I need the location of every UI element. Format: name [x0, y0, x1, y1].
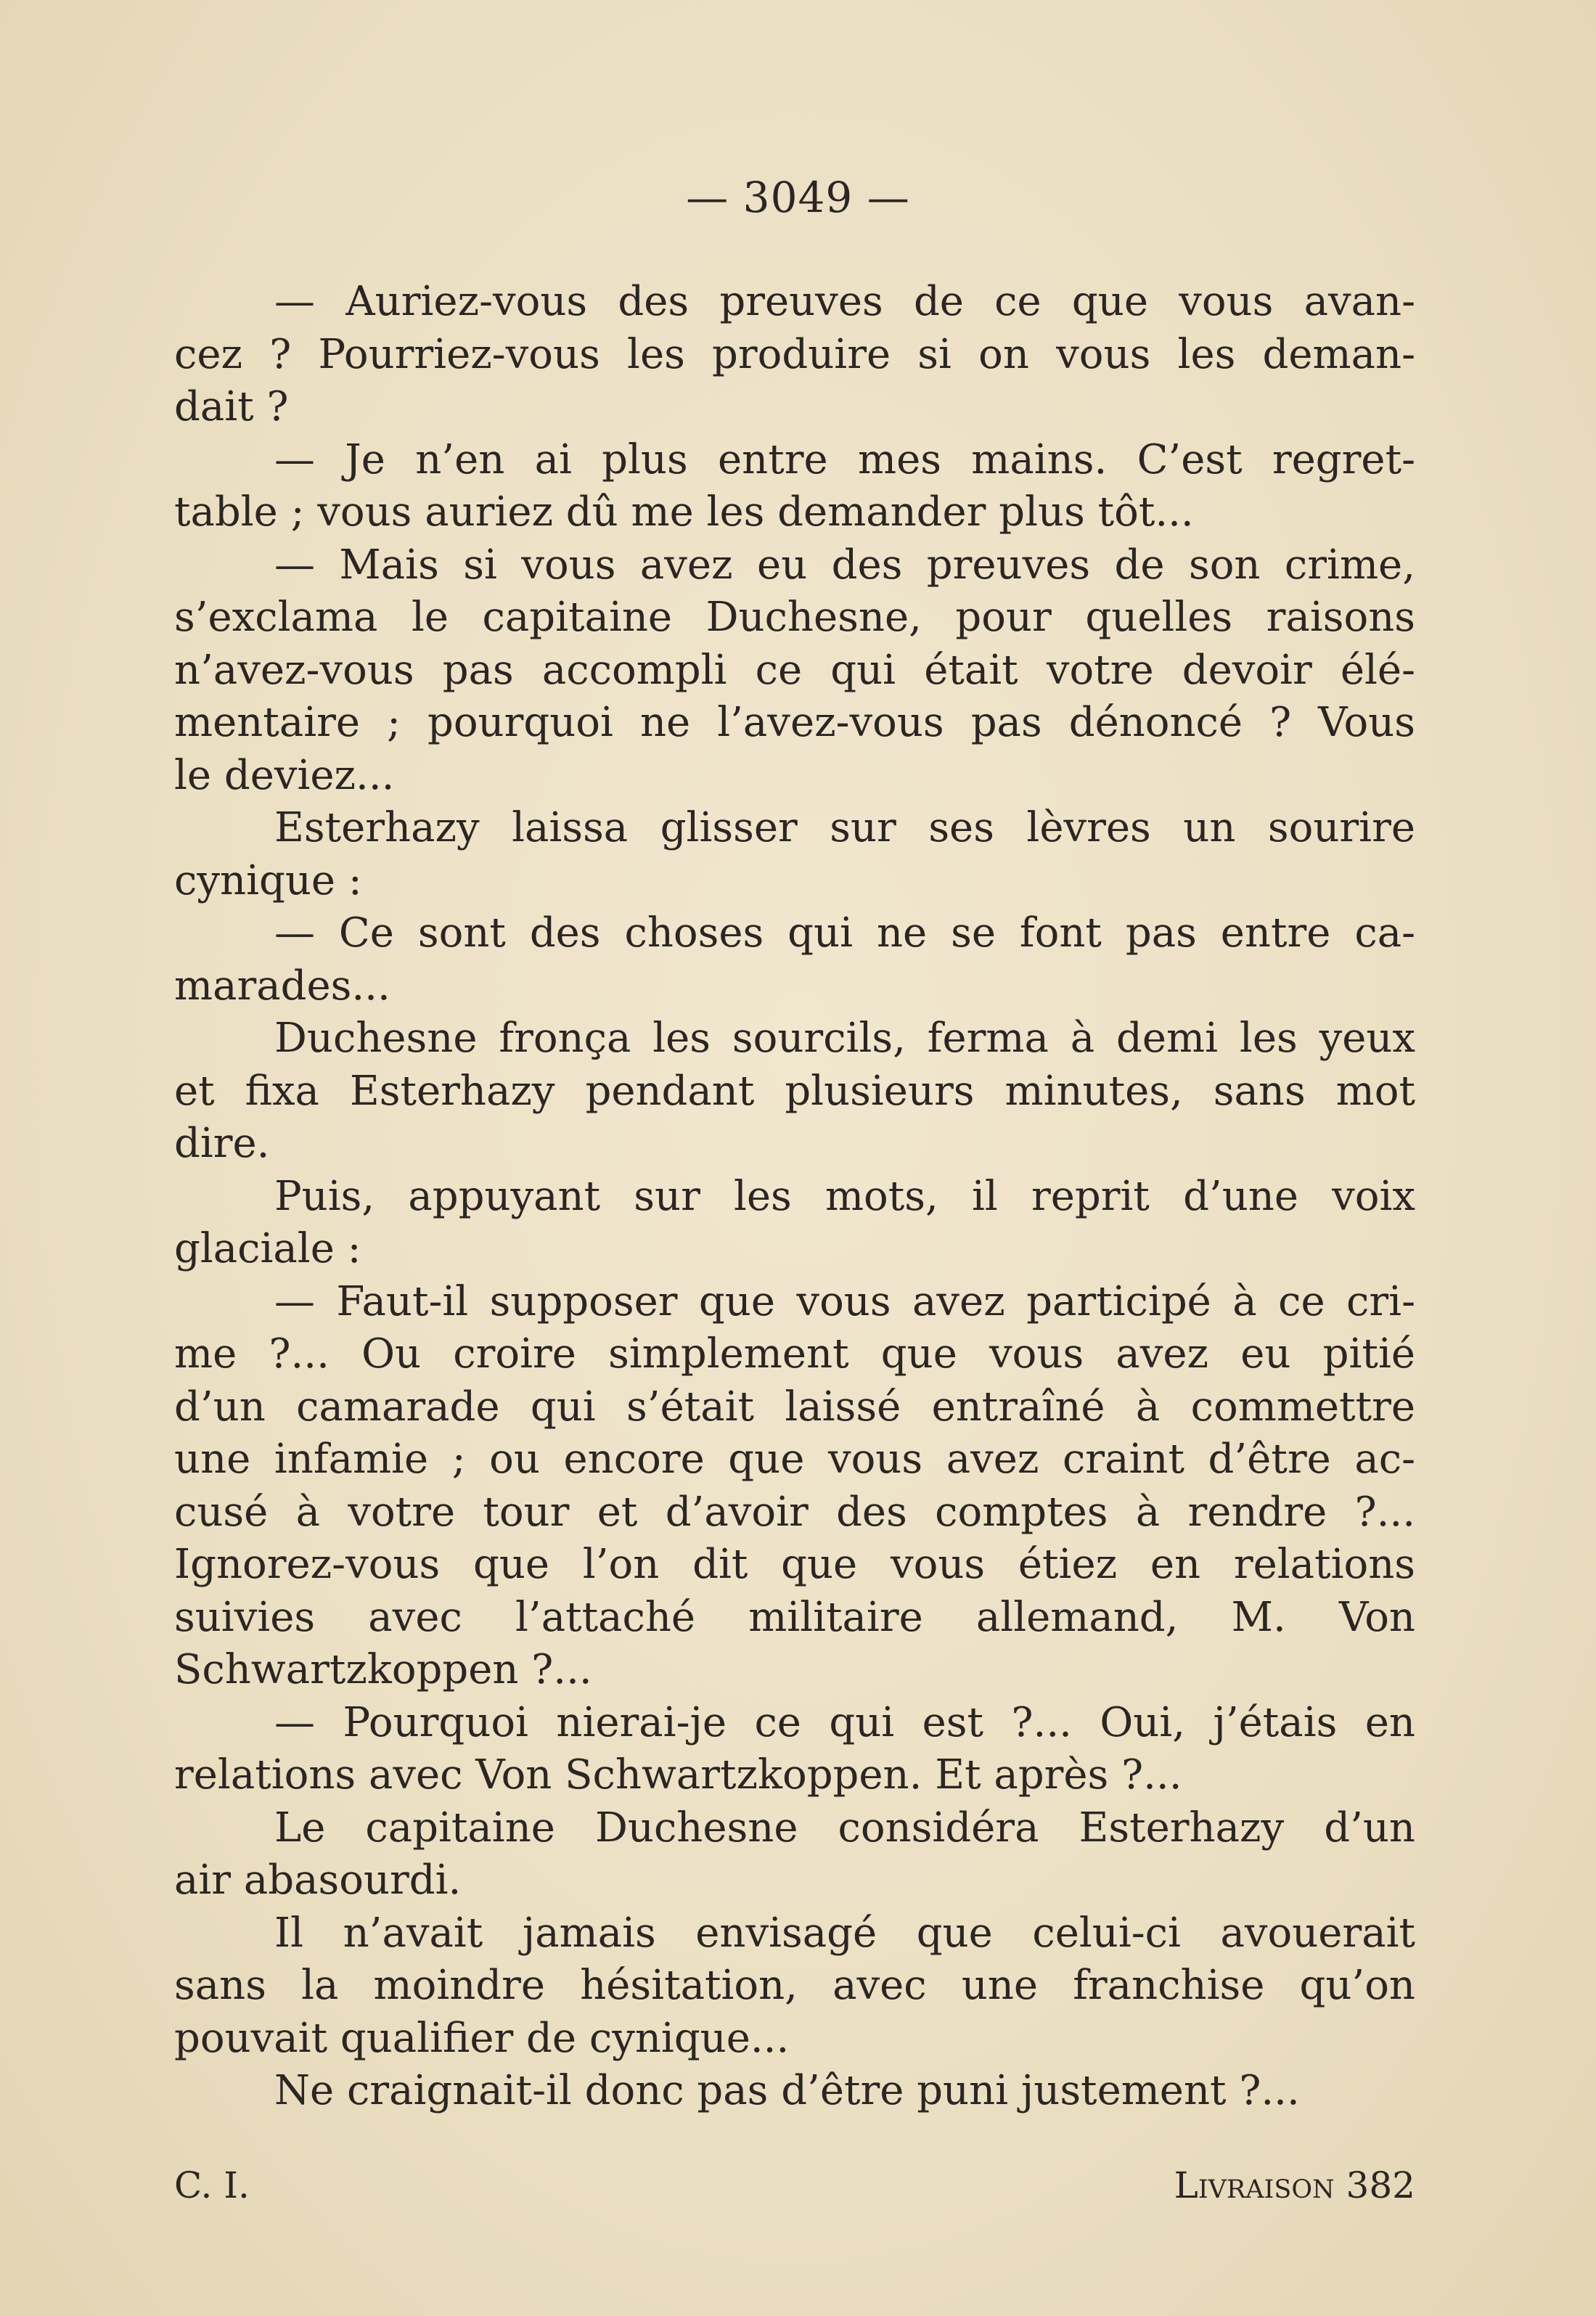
text-line: relations avec Von Schwartzkoppen. Et après ?...	[174, 1751, 1182, 1799]
text-line: Ne craignait-il donc pas d’être puni justement ?...	[274, 2067, 1300, 2114]
text-line: — Auriez-vous des preuves de ce que vous avan-	[274, 278, 1415, 325]
text-line: mentaire ; pourquoi ne l’avez-vous pas dénoncé ? Vous	[174, 699, 1415, 746]
text-line: dait ?	[174, 383, 289, 430]
text-line: pouvait qualifier de cynique...	[174, 2014, 790, 2062]
text-line: Puis, appuyant sur les mots, il reprit d’une voix	[274, 1172, 1415, 1220]
text-line: s’exclama le capitaine Duchesne, pour quelles raisons	[174, 594, 1415, 641]
livraison-number: Livraison 382	[1174, 2164, 1415, 2206]
text-line: le deviez...	[174, 751, 395, 799]
text-body	[174, 276, 1415, 2118]
text-line: air abasourdi.	[174, 1857, 462, 1904]
text-line: Ignorez-vous que l’on dit que vous étiez en relations	[174, 1541, 1415, 1588]
text-line: me ?... Ou croire simplement que vous avez eu pitié	[174, 1330, 1415, 1378]
text-line: dire.	[174, 1120, 270, 1167]
text-line: — Mais si vous avez eu des preuves de son crime,	[274, 541, 1415, 589]
text-line: glaciale :	[174, 1225, 361, 1272]
text-line: cez ? Pourriez-vous les produire si on vous les deman-	[174, 330, 1415, 378]
text-line: — Ce sont des choses qui ne se font pas entre ca-	[274, 909, 1415, 957]
text-line: n’avez-vous pas accompli ce qui était votre devoir élé-	[174, 646, 1415, 694]
text-line: cusé à votre tour et d’avoir des comptes à rendre ?...	[174, 1488, 1415, 1536]
text-line: — Pourquoi nierai-je ce qui est ?... Oui, j’étais en	[274, 1698, 1415, 1746]
text-line: Duchesne fronça les sourcils, ferma à demi les yeux	[274, 1015, 1415, 1062]
text-line: et fixa Esterhazy pendant plusieurs minutes, sans mot	[174, 1067, 1415, 1115]
text-line: — Faut-il supposer que vous avez participé à ce cri-	[274, 1277, 1415, 1325]
text-line: sans la moindre hésitation, avec une franchise qu’on	[174, 1962, 1415, 2009]
text-line: cynique :	[174, 856, 362, 904]
text-line: suivies avec l’attaché militaire allemand, M. Von	[174, 1593, 1415, 1641]
text-line: Schwartzkoppen ?...	[174, 1646, 592, 1693]
page-number: — 3049 —	[686, 173, 910, 222]
text-line: Le capitaine Duchesne considéra Esterhazy d’un	[274, 1804, 1415, 1851]
text-line: — Je n’en ai plus entre mes mains. C’est regret-	[274, 435, 1415, 483]
text-line: Il n’avait jamais envisagé que celui-ci avouerait	[274, 1909, 1415, 1957]
text-line: d’un camarade qui s’était laissé entraîné à commettre	[174, 1383, 1415, 1431]
text-line: Esterhazy laissa glisser sur ses lèvres un sourire	[274, 804, 1415, 851]
signature-mark: C. I.	[174, 2164, 250, 2206]
text-line: une infamie ; ou encore que vous avez craint d’être ac-	[174, 1436, 1415, 1483]
text-line: table ; vous auriez dû me les demander plus tôt...	[174, 488, 1194, 536]
text-line: marades...	[174, 962, 390, 1010]
